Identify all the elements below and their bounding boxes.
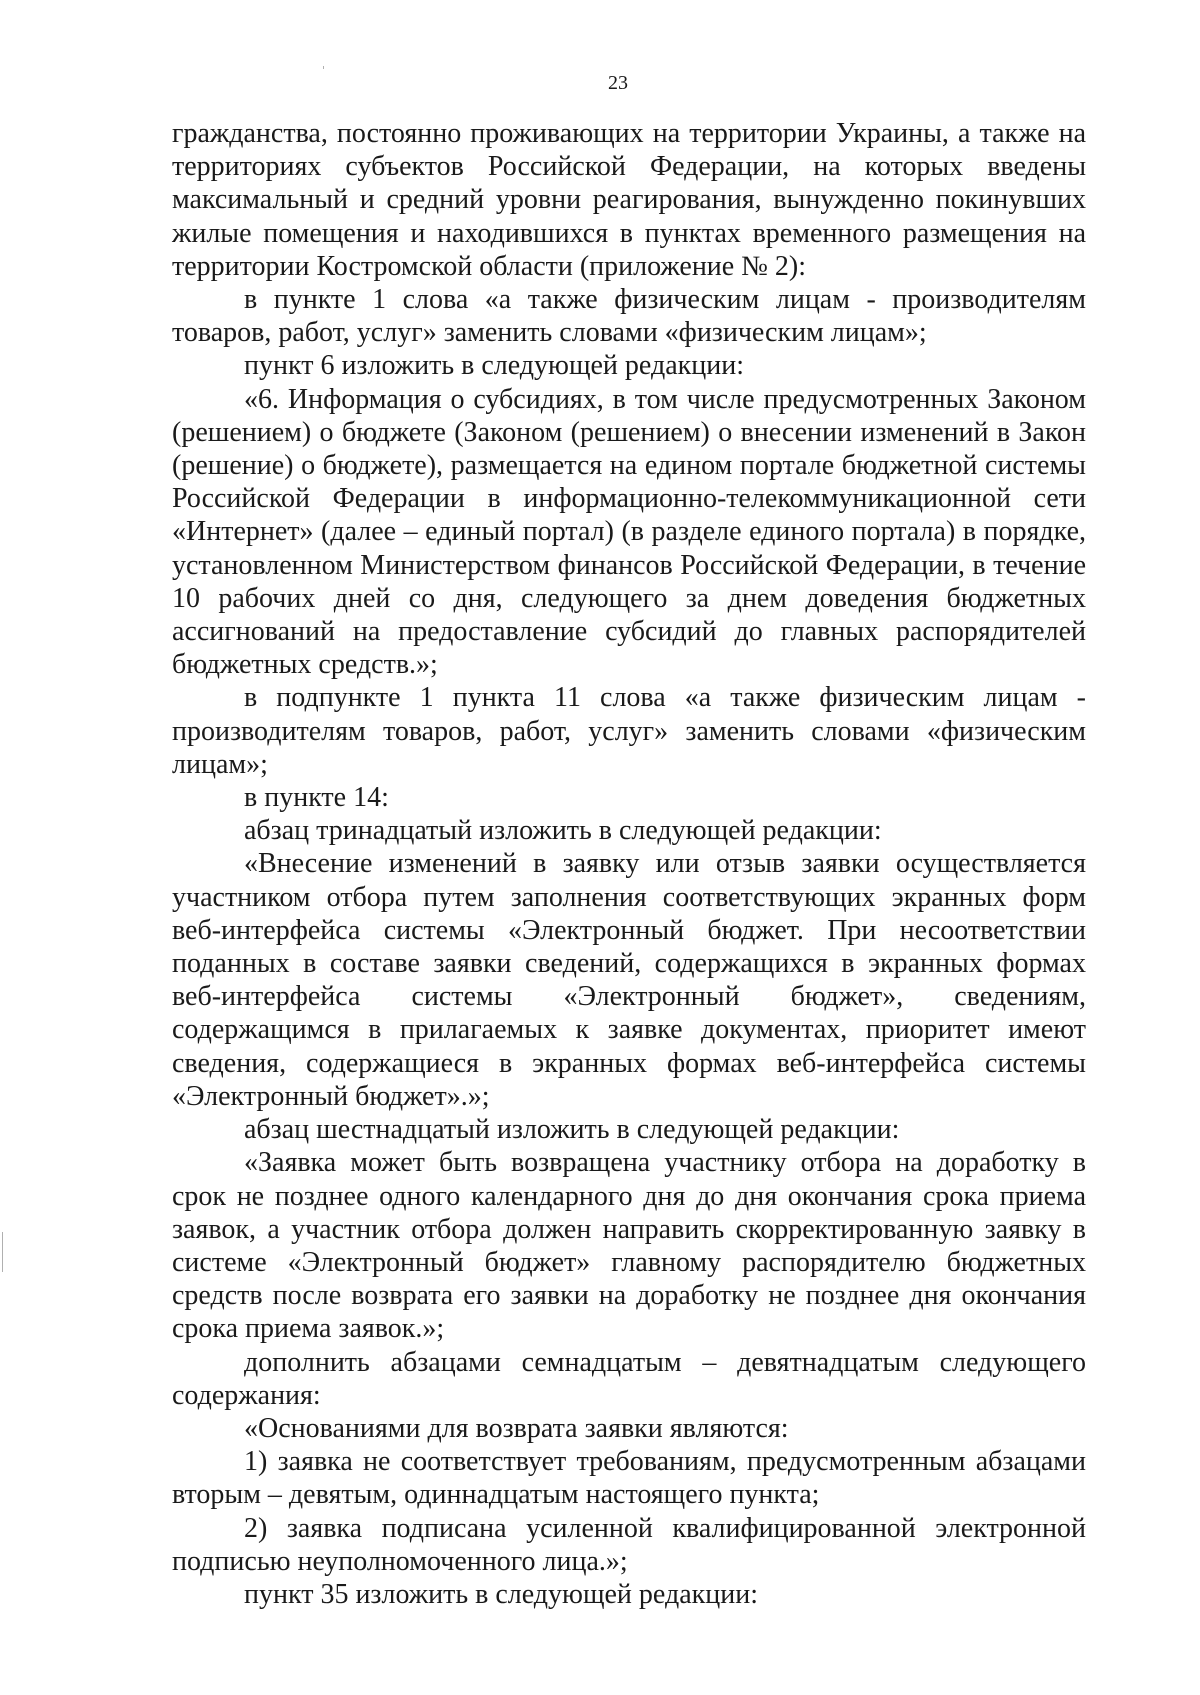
paragraph: в подпункте 1 пункта 11 слова «а также физическим лицам - производителям товаров, работ, услуг» заменить словами «физическим лицам»; xyxy=(172,682,1086,780)
scan-mark-left xyxy=(2,1232,3,1272)
page-number: 23 xyxy=(608,72,628,94)
paragraph: «6. Информация о субсидиях, в том числе предусмотренных Законом (решением) о бюджете (Законом (решением) о внесении изменений в Закон (решение) о бюджете), размещается на едином портале бюджетной системы Российской Федерации в информационно-телекоммуникационной сети «Интернет» (далее – единый портал) (в разделе единого портала) в порядке, установленном Министерством финансов Российской Федерации, в течение 10 рабочих дней со дня, следующего за днем доведения бюджетных ассигнований на предоставление субсидий до главных распорядителей бюджетных средств.»; xyxy=(172,383,1086,681)
paragraph: «Заявка может быть возвращена участнику отбора на доработку в срок не позднее одного календарного дня до дня окончания срока приема заявок, а участник отбора должен направить скорректированную заявку в системе «Электронный бюджет» главному распорядителю бюджетных средств после возврата его заявки на доработку не позднее дня окончания срока приема заявок.»; xyxy=(172,1147,1086,1345)
paragraph: «Основаниями для возврата заявки являются: xyxy=(244,1412,789,1444)
paragraph: «Внесение изменений в заявку или отзыв заявки осуществляется участником отбора путем заполнения соответствующих экранных форм веб-интерфейса системы «Электронный бюджет. При несоответствии поданных в составе заявки сведений, содержащихся в экранных формах веб-интерфейса системы «Электронный бюджет», сведениям, содержащимся в прилагаемых к заявке документах, приоритет имеют сведения, содержащиеся в экранных формах веб-интерфейса системы «Электронный бюджет».»; xyxy=(172,848,1086,1112)
paragraph: абзац тринадцатый изложить в следующей редакции: xyxy=(244,815,882,847)
scan-mark-top xyxy=(323,66,324,69)
document-body xyxy=(172,117,1086,1611)
paragraph: 2) заявка подписана усиленной квалифицированной электронной подписью неуполномоченного лица.»; xyxy=(172,1512,1086,1577)
paragraph: пункт 35 изложить в следующей редакции: xyxy=(244,1578,758,1610)
paragraph: 1) заявка не соответствует требованиям, предусмотренным абзацами вторым – девятым, одиннадцатым настоящего пункта; xyxy=(172,1446,1086,1511)
paragraph: в пункте 14: xyxy=(244,782,389,814)
paragraph: пункт 6 изложить в следующей редакции: xyxy=(244,350,744,382)
paragraph: гражданства, постоянно проживающих на территории Украины, а также на территориях субъектов Российской Федерации, на которых введены максимальный и средний уровни реагирования, вынужденно покинувших жилые помещения и находившихся в пунктах временного размещения на территории Костромской области (приложение № 2): xyxy=(172,118,1086,282)
paragraph: абзац шестнадцатый изложить в следующей редакции: xyxy=(244,1114,900,1146)
paragraph: дополнить абзацами семнадцатым – девятнадцатым следующего содержания: xyxy=(172,1346,1086,1411)
paragraph: в пункте 1 слова «а также физическим лицам - производителям товаров, работ, услуг» заменить словами «физическим лицам»; xyxy=(172,284,1086,349)
